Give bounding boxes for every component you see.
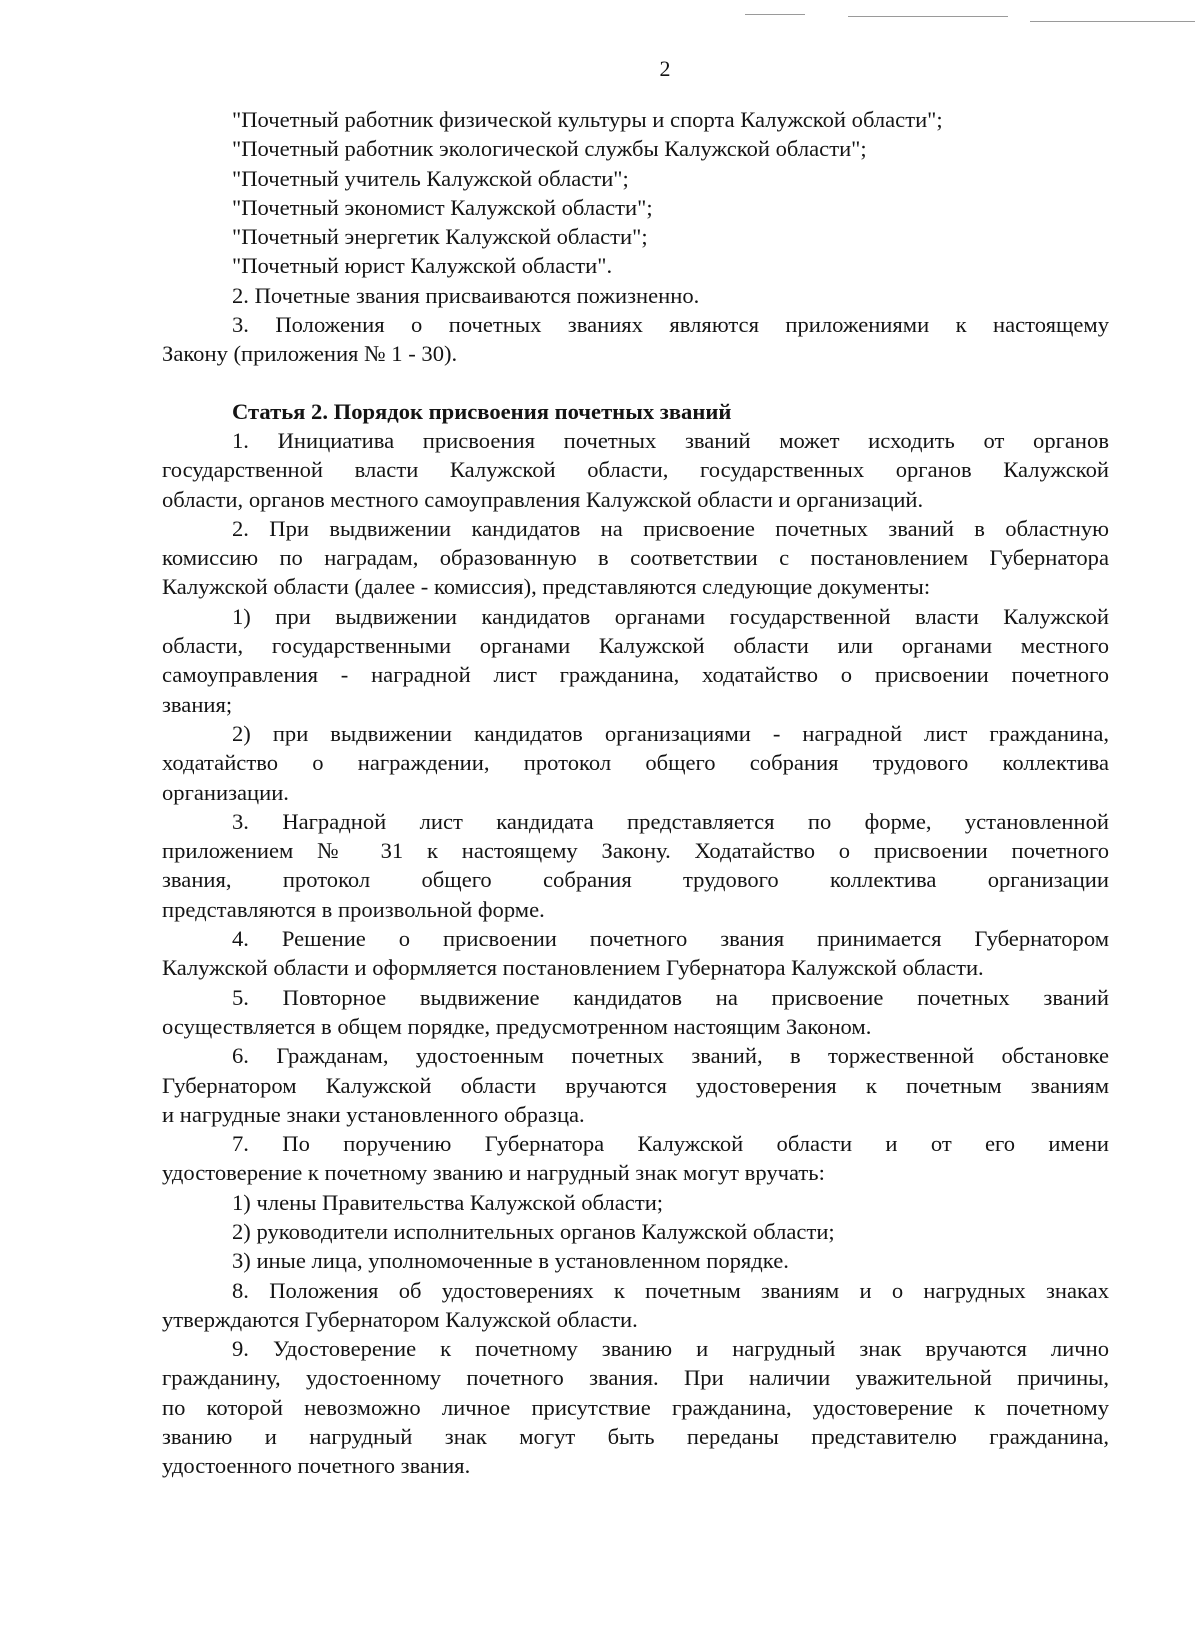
text-line: "Почетный юрист Калужской области". bbox=[232, 253, 613, 279]
text-line: гражданину, удостоенному почетного звания. При наличии уважительной причины, bbox=[162, 1365, 1109, 1391]
text-line: по которой невозможно личное присутствие гражданина, удостоверение к почетному bbox=[162, 1394, 1109, 1420]
page-number: 2 bbox=[659, 56, 671, 81]
text-line: удостоенного почетного звания. bbox=[162, 1453, 471, 1479]
text-line: 6. Гражданам, удостоенным почетных званий, в торжественной обстановке bbox=[232, 1043, 1109, 1069]
text-line: 1. Инициатива присвоения почетных званий может исходить от органов bbox=[232, 427, 1109, 453]
scan-artifact-line bbox=[1030, 21, 1195, 22]
text-line: 1) при выдвижении кандидатов органами государственной власти Калужской bbox=[232, 603, 1109, 629]
text-line: Закону (приложения № 1 - 30). bbox=[162, 341, 458, 367]
text-line: "Почетный экономист Калужской области"; bbox=[232, 194, 653, 220]
text-line: утверждаются Губернатором Калужской области. bbox=[162, 1306, 638, 1332]
text-line: представляются в произвольной форме. bbox=[162, 896, 545, 922]
text-line: 3) иные лица, уполномоченные в установленном порядке. bbox=[232, 1248, 789, 1274]
text-line: 1) члены Правительства Калужской области; bbox=[232, 1189, 664, 1215]
text-line: "Почетный работник экологической службы Калужской области"; bbox=[232, 136, 867, 162]
scan-artifact-line bbox=[745, 14, 805, 15]
text-line: Губернатором Калужской области вручаются удостоверения к почетным званиям bbox=[162, 1072, 1109, 1098]
text-line: "Почетный энергетик Калужской области"; bbox=[232, 224, 648, 250]
text-line: звания; bbox=[162, 691, 233, 717]
text-line: 2. При выдвижении кандидатов на присвоение почетных званий в областную bbox=[232, 515, 1109, 541]
text-line: и нагрудные знаки установленного образца. bbox=[162, 1101, 585, 1127]
text-line: 3. Наградной лист кандидата представляется по форме, установленной bbox=[232, 808, 1109, 834]
text-line: области, государственными органами Калужской области или органами местного bbox=[162, 633, 1109, 659]
text-line: ходатайство о награждении, протокол общего собрания трудового коллектива bbox=[162, 750, 1109, 776]
document-body bbox=[162, 105, 1109, 1481]
text-line: приложением № 31 к настоящему Закону. Ходатайство о присвоении почетного bbox=[162, 838, 1109, 864]
scan-artifact-line bbox=[848, 16, 1008, 17]
text-line: 2) руководители исполнительных органов Калужской области; bbox=[232, 1218, 835, 1244]
text-line: "Почетный учитель Калужской области"; bbox=[232, 165, 629, 191]
text-line: Калужской области (далее - комиссия), представляются следующие документы: bbox=[162, 574, 931, 600]
text-line: осуществляется в общем порядке, предусмотренном настоящим Законом. bbox=[162, 1013, 872, 1039]
text-line: Калужской области и оформляется постановлением Губернатора Калужской области. bbox=[162, 955, 984, 981]
text-line: званию и нагрудный знак могут быть переданы представителю гражданина, bbox=[162, 1424, 1109, 1450]
text-line: организации. bbox=[162, 779, 289, 805]
text-line: 2) при выдвижении кандидатов организациями - наградной лист гражданина, bbox=[232, 720, 1109, 746]
article-heading: Статья 2. Порядок присвоения почетных званий bbox=[232, 398, 732, 424]
text-line: 3. Положения о почетных званиях являются приложениями к настоящему bbox=[232, 312, 1109, 338]
text-line: удостоверение к почетному званию и нагрудный знак могут вручать: bbox=[162, 1160, 825, 1186]
text-line: самоуправления - наградной лист гражданина, ходатайство о присвоении почетного bbox=[162, 662, 1109, 688]
text-line: комиссию по наградам, образованную в соответствии с постановлением Губернатора bbox=[162, 545, 1109, 571]
text-line: 9. Удостоверение к почетному званию и нагрудный знак вручаются лично bbox=[232, 1336, 1109, 1362]
text-line: 5. Повторное выдвижение кандидатов на присвоение почетных званий bbox=[232, 984, 1109, 1010]
text-line: 8. Положения об удостоверениях к почетным званиям и о нагрудных знаках bbox=[232, 1277, 1109, 1303]
text-line: государственной власти Калужской области, государственных органов Калужской bbox=[162, 457, 1109, 483]
text-line: "Почетный работник физической культуры и спорта Калужской области"; bbox=[232, 107, 943, 132]
text-line: 7. По поручению Губернатора Калужской области и от его имени bbox=[232, 1131, 1109, 1157]
text-line: 2. Почетные звания присваиваются пожизненно. bbox=[232, 282, 700, 308]
text-line: области, органов местного самоуправления Калужской области и организаций. bbox=[162, 486, 924, 512]
text-line: 4. Решение о присвоении почетного звания принимается Губернатором bbox=[232, 926, 1109, 952]
text-line: звания, протокол общего собрания трудового коллектива организации bbox=[162, 867, 1109, 893]
